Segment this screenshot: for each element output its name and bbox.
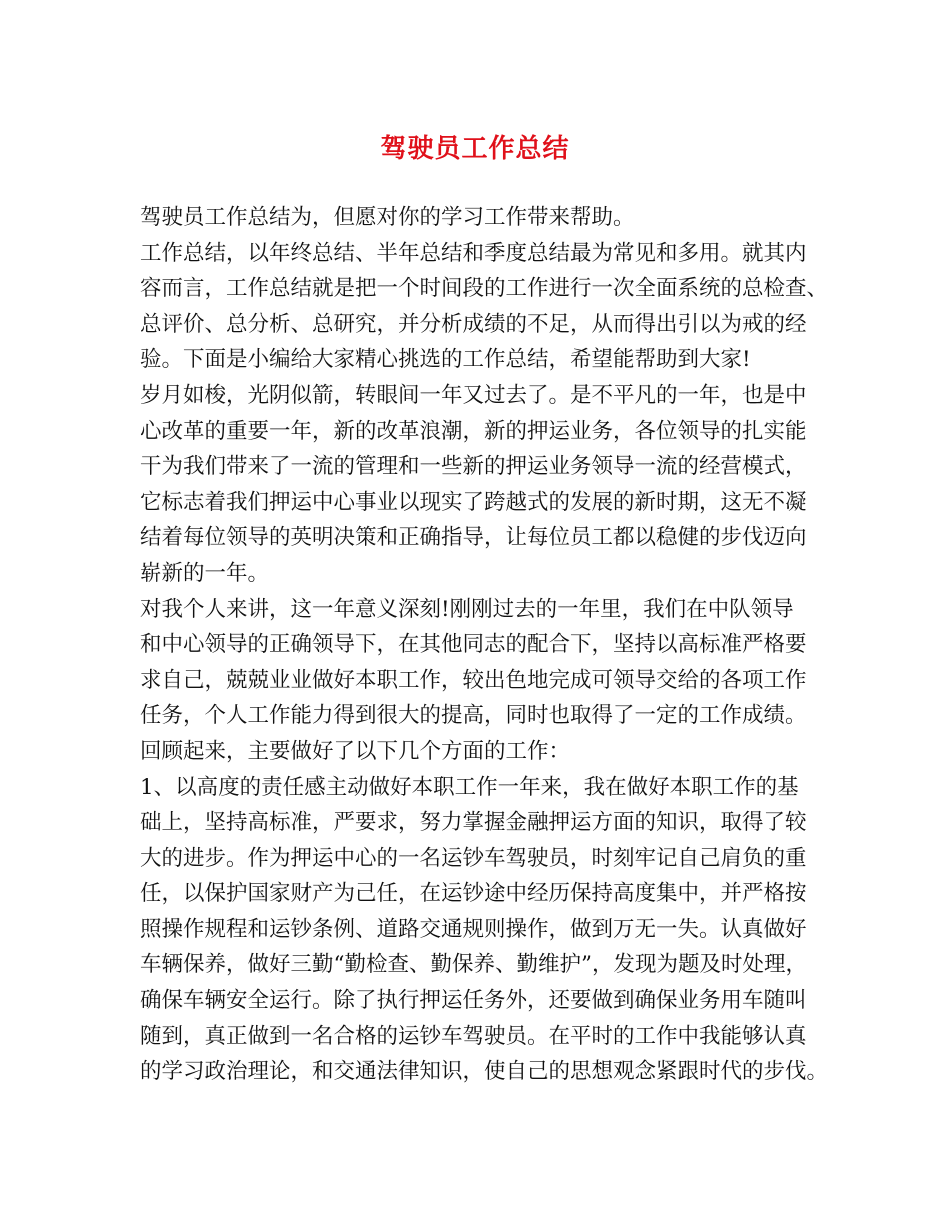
text-line: 心改革的重要一年，新的改革浪潮，新的押运业务，各位领导的扎实能 [140, 418, 807, 444]
text-line: 的学习政治理论，和交通法律知识，使自己的思想观念紧跟时代的步伐。 [140, 1059, 829, 1085]
text-line: 随到，真正做到一名合格的运钞车驾驶员。在平时的工作中我能够认真 [140, 1023, 807, 1049]
text-line: 1、以高度的责任感主动做好本职工作一年来，我在做好本职工作的基 [140, 774, 799, 800]
text-line: 容而言，工作总结就是把一个时间段的工作进行一次全面系统的总检查、 [140, 276, 829, 302]
text-line: 照操作规程和运钞条例、道路交通规则操作，做到万无一失。认真做好 [140, 916, 807, 942]
text-line: 大的进步。作为押运中心的一名运钞车驾驶员，时刻牢记自己肩负的重 [140, 845, 807, 871]
text-line: 驾驶员工作总结为，但愿对你的学习工作带来帮助。 [140, 205, 635, 230]
text-line: 验。下面是小编给大家精心挑选的工作总结，希望能帮助到大家! [140, 347, 751, 373]
text-line: 工作总结，以年终总结、半年总结和季度总结最为常见和多用。就其内 [140, 240, 807, 266]
text-line: 车辆保养，做好三勤“勤检查、勤保养、勤维护”，发现为题及时处理， [140, 952, 807, 978]
text-line: 岁月如梭，光阴似箭，转眼间一年又过去了。是不平凡的一年，也是中 [140, 382, 807, 408]
text-line: 任务，个人工作能力得到很大的提高，同时也取得了一定的工作成绩。 [140, 703, 807, 729]
document-title: 驾驶员工作总结 [380, 134, 570, 164]
text-line: 回顾起来，主要做好了以下几个方面的工作： [140, 738, 571, 764]
text-line: 结着每位领导的英明决策和正确指导，让每位员工都以稳健的步伐迈向 [140, 525, 807, 551]
text-line: 崭新的一年。 [140, 560, 270, 586]
text-line: 求自己，兢兢业业做好本职工作，较出色地完成可领导交给的各项工作 [140, 667, 807, 693]
text-line: 总评价、总分析、总研究，并分析成绩的不足，从而得出引以为戒的经 [140, 311, 807, 337]
text-line: 础上，坚持高标准，严要求，努力掌握金融押运方面的知识，取得了较 [140, 810, 807, 836]
text-line: 确保车辆安全运行。除了执行押运任务外，还要做到确保业务用车随叫 [140, 988, 807, 1014]
text-line: 干为我们带来了一流的管理和一些新的押运业务领导一流的经营模式， [140, 454, 807, 480]
text-line: 任，以保护国家财产为己任，在运钞途中经历保持高度集中，并严格按 [140, 881, 807, 907]
document-body [140, 200, 829, 1090]
text-line: 对我个人来讲，这一年意义深刻!刚刚过去的一年里，我们在中队领导 [140, 596, 794, 622]
text-line: 和中心领导的正确领导下，在其他同志的配合下，坚持以高标准严格要 [140, 632, 807, 658]
text-line: 它标志着我们押运中心事业以现实了跨越式的发展的新时期，这无不凝 [140, 489, 807, 515]
